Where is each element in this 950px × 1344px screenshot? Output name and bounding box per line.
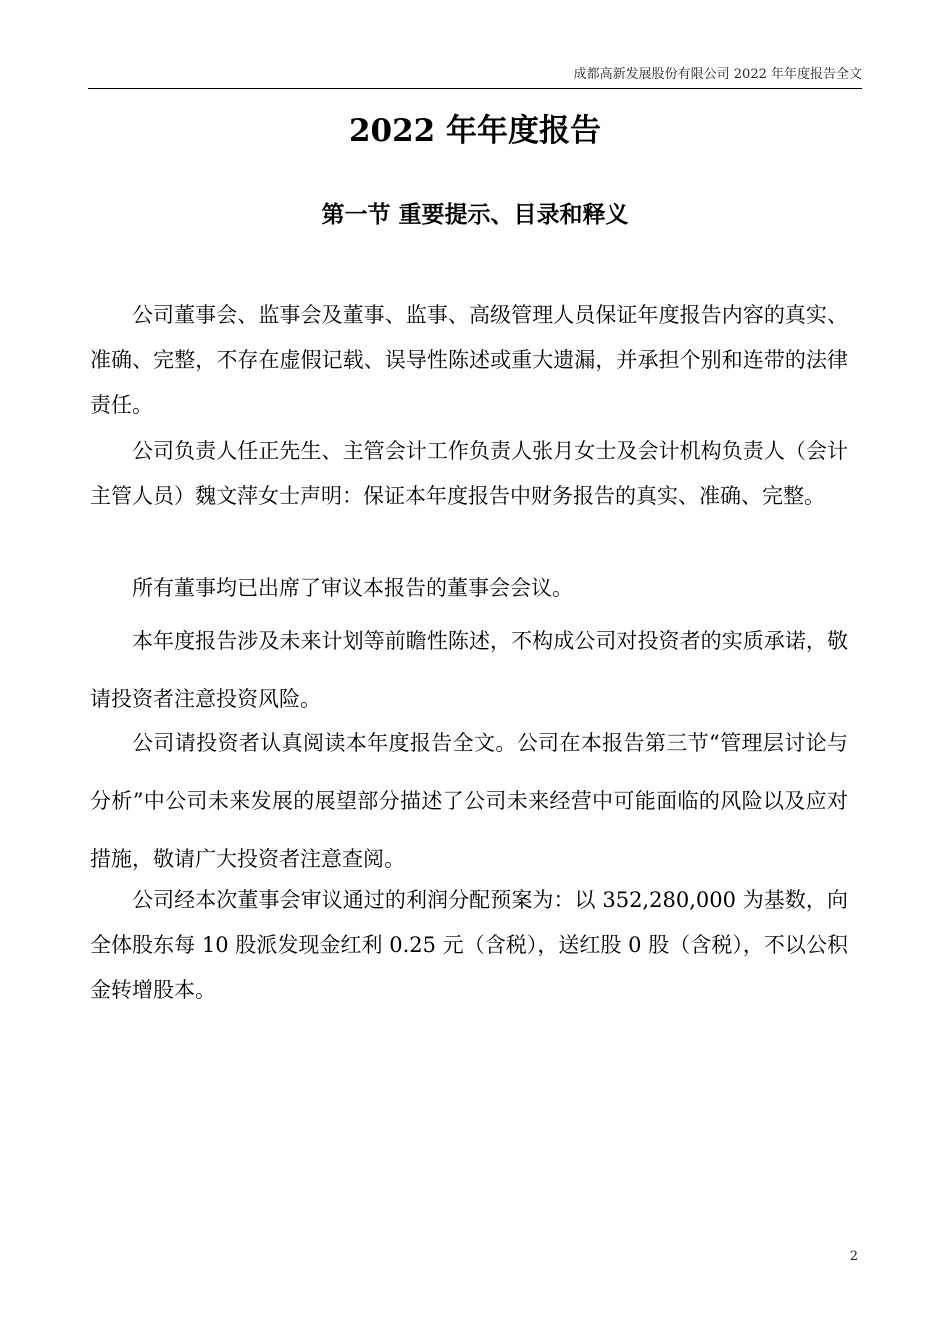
section-heading: 第一节 重要提示、目录和释义 <box>321 201 629 228</box>
paragraph-risk-notice: 公司请投资者认真阅读本年度报告全文。公司在本报告第三节“管理层讨论与分析”中公司未来发展的展望部分描述了公司未来经营中可能面临的风险以及应对措施，敬请广大投资者注意查阅。 <box>90 731 848 871</box>
paragraph-responsible-persons-statement: 公司负责人任正先生、主管会计工作负责人张月女士及会计机构负责人（会计主管人员）魏文萍女士声明：保证本年度报告中财务报告的真实、准确、完整。 <box>90 439 848 508</box>
paragraph-forward-looking: 本年度报告涉及未来计划等前瞻性陈述，不构成公司对投资者的实质承诺，敬请投资者注意投资风险。 <box>90 629 848 711</box>
paragraph-attendance: 所有董事均已出席了审议本报告的董事会会议。 <box>132 576 573 600</box>
running-header-title: 成都高新发展股份有限公司 2022 年年度报告全文 <box>573 67 862 82</box>
page-number: 2 <box>849 1249 858 1264</box>
paragraph-profit-distribution: 公司经本次董事会审议通过的利润分配预案为：以 352,280,000 为基数，向全体股东每 10 股派发现金红利 0.25 元（含税），送红股 0 股（含税），不以公积金转增股本。 <box>90 888 848 1002</box>
page-header <box>88 64 862 89</box>
paragraph-board-guarantee: 公司董事会、监事会及董事、监事、高级管理人员保证年度报告内容的真实、准确、完整，不存在虚假记载、误导性陈述或重大遗漏，并承担个别和连带的法律责任。 <box>90 303 848 417</box>
report-title: 2022 年年度报告 <box>348 113 602 149</box>
